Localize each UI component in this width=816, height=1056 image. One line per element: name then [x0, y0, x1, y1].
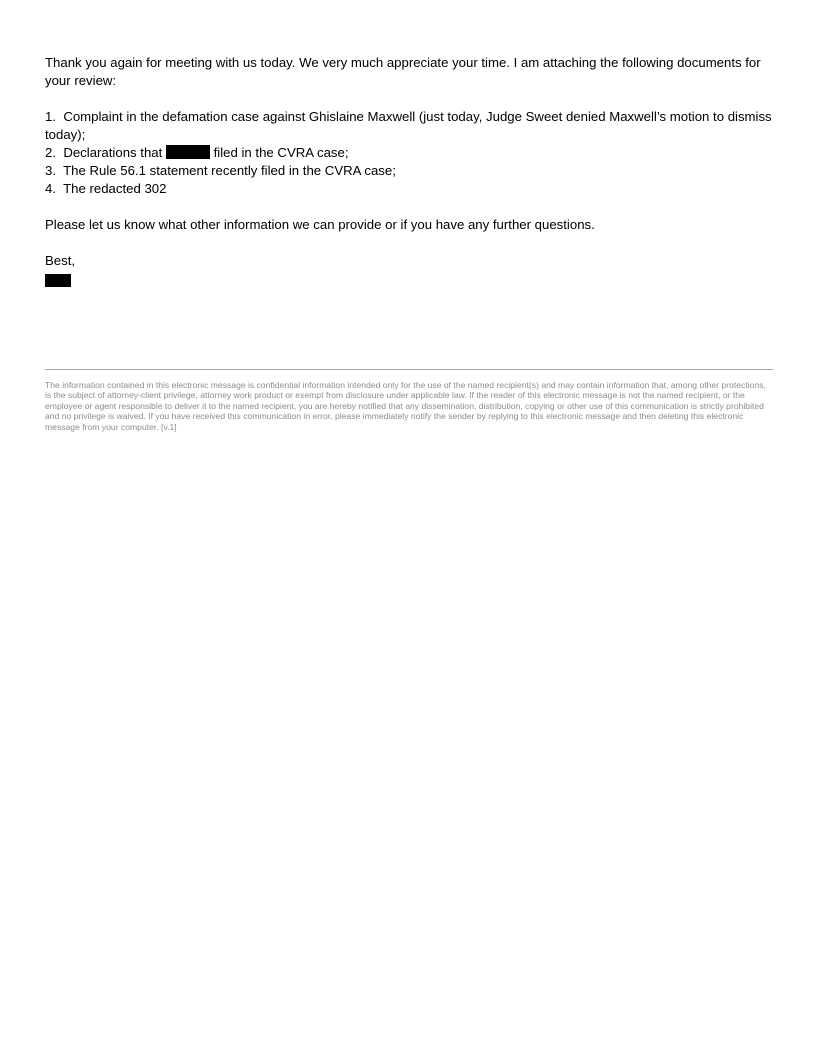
list-number: 4.: [45, 181, 56, 196]
disclaimer-divider: [45, 369, 773, 370]
list-text: The Rule 56.1 statement recently filed in the CVRA case;: [63, 163, 396, 178]
paragraph-spacer: [45, 198, 773, 216]
list-number: 2.: [45, 145, 56, 160]
list-text: The redacted 302: [63, 181, 167, 196]
list-item: [45, 180, 773, 198]
list-item: [45, 108, 773, 144]
list-item: [45, 144, 773, 162]
redaction-box: [166, 145, 210, 159]
list-text-after: filed in the CVRA case;: [213, 145, 349, 160]
confidentiality-disclaimer: The information contained in this electronic message is confidential information intended only for the use of the named recipient(s) and may contain information that, among other protections, is the subject of attorney-client privilege, attorney work product or exempt from disclosure under applicable law. If the reader of this electronic message is not the named recipient, or the employee or agent responsible to deliver it to the named recipient, you are hereby notified that any dissemination, distribution, copying or other use of this communication is strictly prohibited and no privilege is waived. If you have received this communication in error, please immediately notify the sender by replying to this electronic message and then deleting this electronic message from your computer. [v.1]: [45, 380, 766, 432]
signoff: Best,: [45, 253, 76, 268]
list-number: 1.: [45, 109, 56, 124]
list-text: Complaint in the defamation case against Ghislaine Maxwell (just today, Judge Sweet denied Maxwell’s motion to dismiss today);: [45, 109, 772, 142]
list-number: 3.: [45, 163, 56, 178]
list-item: [45, 162, 773, 180]
paragraph-spacer: [45, 90, 773, 108]
closing-paragraph: Please let us know what other information we can provide or if you have any further questions.: [45, 217, 595, 232]
email-body: [45, 54, 773, 287]
greeting-paragraph: Thank you again for meeting with us today. We very much appreciate your time. I am attaching the following documents for your review:: [45, 55, 761, 88]
paragraph-spacer: [45, 234, 773, 252]
list-text-before: Declarations that: [63, 145, 163, 160]
attachment-list: [45, 108, 773, 198]
signature-redaction-box: [45, 274, 71, 287]
